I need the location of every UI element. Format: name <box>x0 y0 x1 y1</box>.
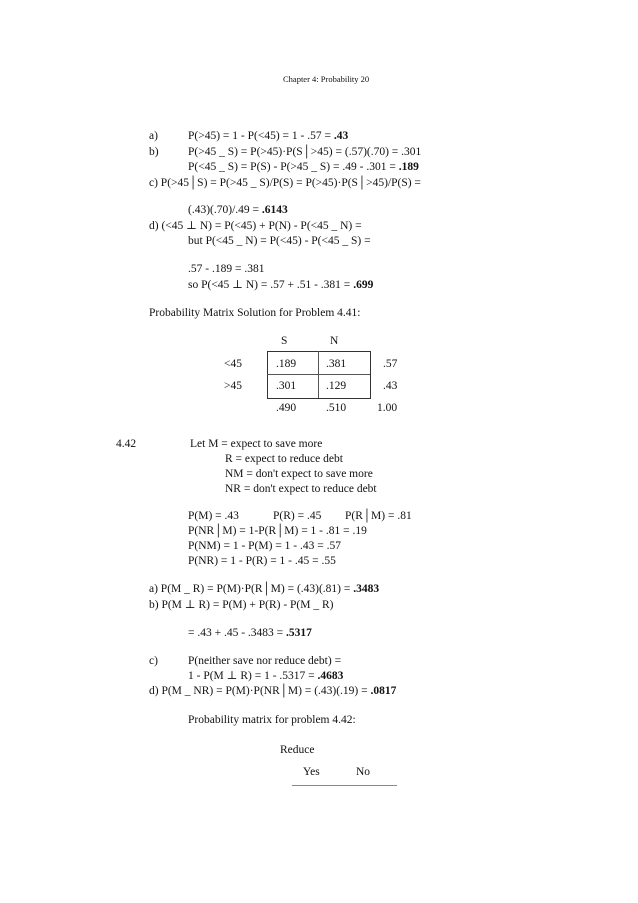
part-b-answer: .189 <box>398 161 419 173</box>
matrix2-title: Probability matrix for problem 4.42: <box>188 714 356 726</box>
def-m: Let M = expect to save more <box>190 438 323 450</box>
problem-number-442: 4.42 <box>116 438 137 450</box>
matrix1-divider-h <box>267 374 370 375</box>
matrix1-col-total: .490 <box>276 402 297 414</box>
part-d-eq3: .57 - .189 = .381 <box>188 263 265 275</box>
matrix1-grand-total: 1.00 <box>377 402 398 414</box>
matrix1-row-total: .43 <box>383 380 398 392</box>
q442-b-answer: .5317 <box>286 627 312 639</box>
matrix1-cell: .129 <box>326 380 347 392</box>
part-b-label: b) <box>149 146 159 158</box>
q442-c-label: c) <box>149 655 158 667</box>
matrix1-cell: .301 <box>276 380 297 392</box>
matrix1-row-total: .57 <box>383 358 398 370</box>
given-pr: P(R) = .45 <box>273 510 322 522</box>
matrix1-title: Probability Matrix Solution for Problem 4.41: <box>149 307 361 319</box>
matrix2-top-rule <box>292 785 397 786</box>
q442-a-answer: .3483 <box>353 583 380 595</box>
q442-b2: = .43 + .45 - .3483 = .5317 <box>188 627 312 639</box>
part-d-answer: .699 <box>353 279 374 291</box>
def-nr: NR = don't expect to reduce debt <box>225 483 377 495</box>
matrix2-col-no: No <box>356 766 371 778</box>
part-a-answer: .43 <box>333 130 349 142</box>
matrix1-col-n: N <box>330 335 339 347</box>
part-b-eq2: P(<45 _ S) = P(S) - P(>45 _ S) = .49 - .301 = .189 <box>188 161 419 173</box>
part-d-eq2: but P(<45 _ N) = P(<45) - P(<45 _ S) = <box>188 235 371 247</box>
part-c-eq2: (.43)(.70)/.49 = .6143 <box>188 204 288 216</box>
def-nm: NM = don't expect to save more <box>225 468 373 480</box>
matrix1-col-total: .510 <box>326 402 347 414</box>
calc-pnr: P(NR) = 1 - P(R) = 1 - .45 = .55 <box>188 555 336 567</box>
part-b-eq1: P(>45 _ S) = P(>45)·P(S│>45) = (.57)(.70) = .301 <box>188 146 422 158</box>
q442-d-answer: .0817 <box>370 685 397 697</box>
q442-d: d) P(M _ NR) = P(M)·P(NR│M) = (.43)(.19) = .0817 <box>149 685 397 697</box>
part-d-eq4: so P(<45 ⊥ N) = .57 + .51 - .381 = .699 <box>188 279 374 291</box>
matrix1-row-label: >45 <box>224 380 242 392</box>
calc-pnm: P(NM) = 1 - P(M) = 1 - .43 = .57 <box>188 540 341 552</box>
q442-a: a) P(M _ R) = P(M)·P(R│M) = (.43)(.81) = .3483 <box>149 583 380 595</box>
def-r: R = expect to reduce debt <box>225 453 343 465</box>
q442-c-answer: .4683 <box>317 670 344 682</box>
matrix2-reduce-label: Reduce <box>280 744 315 756</box>
part-c-eq1: c) P(>45│S) = P(>45 _ S)/P(S) = P(>45)·P(S│>45)/P(S) = <box>149 177 421 189</box>
matrix1-row-label: <45 <box>224 358 242 370</box>
part-c-answer: .6143 <box>261 204 288 216</box>
part-a-label: a) <box>149 130 158 142</box>
q442-c1: P(neither save nor reduce debt) = <box>188 655 342 667</box>
given-pm: P(M) = .43 <box>188 510 239 522</box>
matrix1-col-s: S <box>281 335 288 347</box>
matrix1-cell: .189 <box>276 358 297 370</box>
calc-pnrm: P(NR│M) = 1-P(R│M) = 1 - .81 = .19 <box>188 525 367 537</box>
page-header: Chapter 4: Probability 20 <box>283 74 370 84</box>
part-d-eq1: d) (<45 ⊥ N) = P(<45) + P(N) - P(<45 _ N) = <box>149 220 362 232</box>
given-prm: P(R│M) = .81 <box>345 510 412 522</box>
part-a-eq: P(>45) = 1 - P(<45) = 1 - .57 = .43 <box>188 130 349 142</box>
q442-b: b) P(M ⊥ R) = P(M) + P(R) - P(M _ R) <box>149 599 334 611</box>
matrix1-cell: .381 <box>326 358 347 370</box>
q442-c2: 1 - P(M ⊥ R) = 1 - .5317 = .4683 <box>188 670 344 682</box>
matrix2-col-yes: Yes <box>303 766 320 778</box>
